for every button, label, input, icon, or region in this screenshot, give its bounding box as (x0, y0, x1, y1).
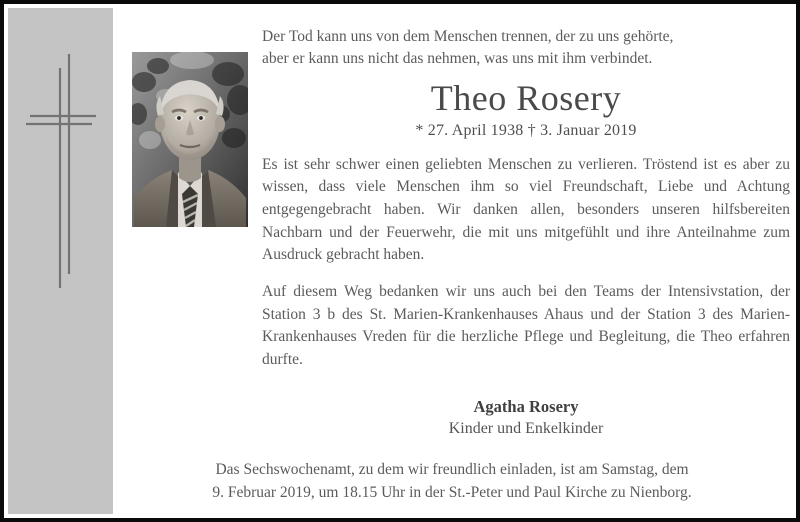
portrait-photo (132, 52, 248, 227)
signature-name: Agatha Rosery (473, 397, 579, 417)
thanks-paragraph-2: Auf diesem Weg bedanken wir uns auch bei den Teams der Intensivstation, der Station 3 b des St. Marien-Krankenhauses Ahaus und der Station 3 des Marien-Krankenhauses Vreden für die herzliche Pflege und Begleitung, die Theo erfahren durfte. (262, 282, 790, 368)
memorial-verse (262, 26, 790, 70)
service-line-1: Das Sechswochenamt, zu dem wir freundlich einladen, ist am Samstag, dem (215, 460, 689, 478)
deceased-dates: * 27. April 1938 † 3. Januar 2019 (415, 121, 637, 139)
verse-line-1: Der Tod kann uns von dem Menschen trennen, der zu uns gehörte, (262, 28, 674, 45)
deceased-name-block (262, 80, 790, 140)
left-decorative-panel (8, 8, 113, 514)
portrait-photo-image (132, 52, 248, 227)
service-announcement (122, 458, 782, 505)
signature-block (262, 397, 790, 438)
signature-relatives: Kinder und Enkelkinder (448, 420, 604, 438)
verse-line-2: aber er kann uns nicht das nehmen, was uns mit ihm verbindet. (262, 50, 653, 67)
deceased-name: Theo Rosery (430, 78, 622, 118)
christian-cross-icon (16, 38, 108, 303)
notice-content (262, 26, 790, 438)
thanks-paragraph-1: Es ist sehr schwer einen geliebten Menschen zu verlieren. Tröstend ist es aber zu wissen, dass viele Menschen ihm so viel Freundschaft, Liebe und Achtung entgegengebracht haben. Wir danken allen, besonders unseren hilfsbereiten Nachbarn und der Feuerwehr, die mit uns mitgefühlt und ihre Anteilnahme zum Ausdruck gebracht haben. (262, 155, 790, 264)
service-line-2: 9. Februar 2019, um 18.15 Uhr in der St.-Peter und Paul Kirche zu Nienborg. (212, 483, 692, 501)
